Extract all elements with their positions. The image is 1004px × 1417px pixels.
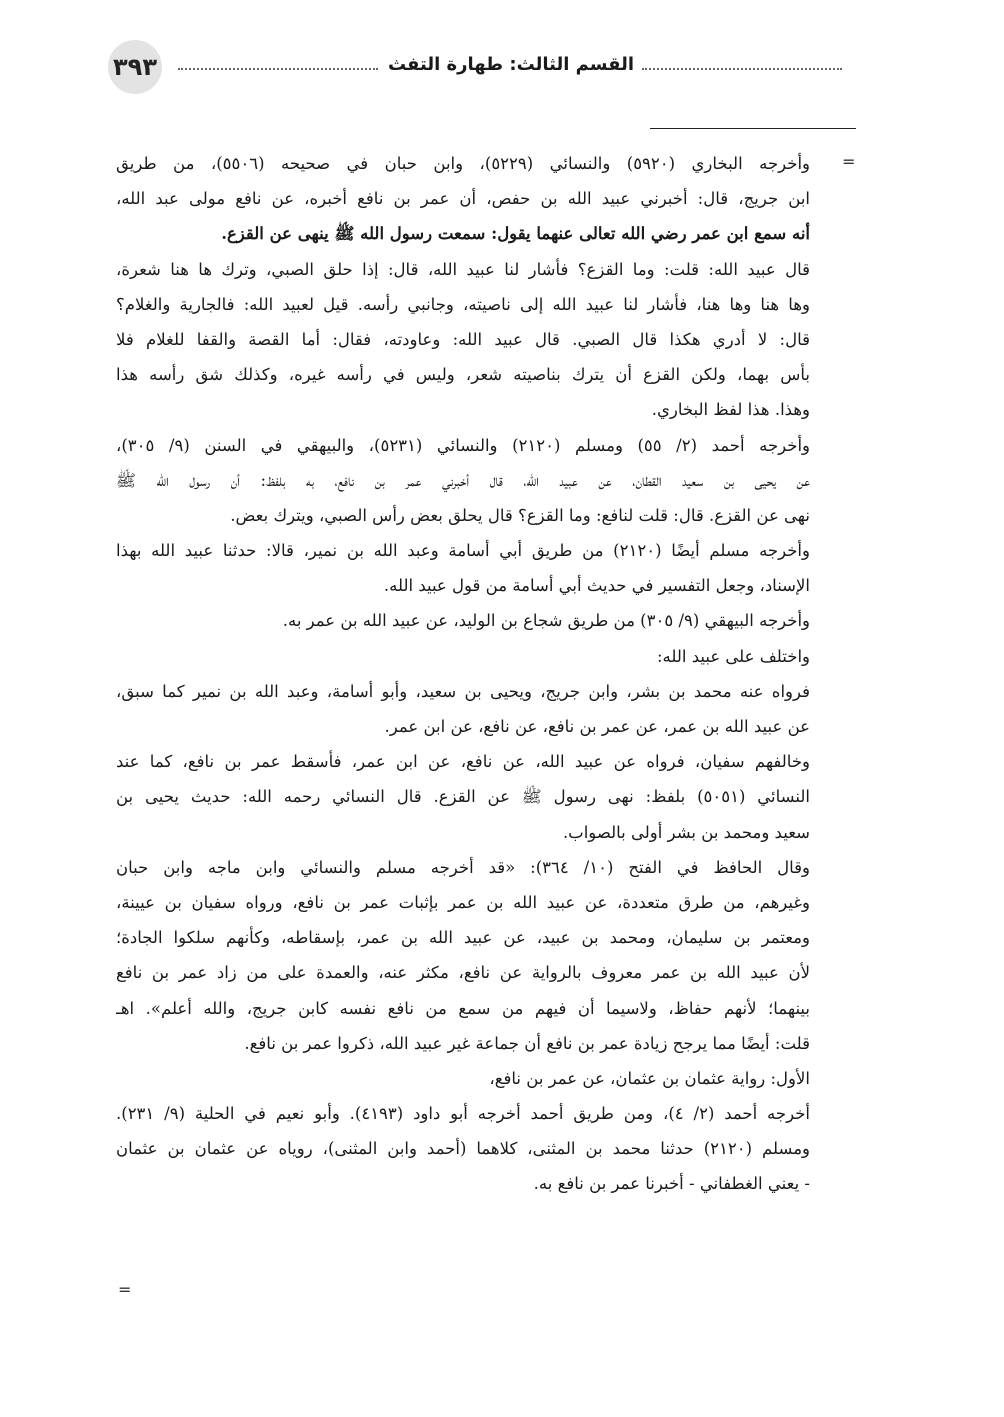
text-line-19: النسائي (٥٠٥١) بلفظ: نهى رسول ﷺ عن القزع. قال النسائي رحمه الله: حديث يحيى بن [116, 787, 810, 807]
text-line-17: عن عبيد الله بن عمر، عن عمر بن نافع، عن نافع، عن ابن عمر. [384, 717, 810, 736]
text-line-21: وقال الحافظ في الفتح (١٠/ ٣٦٤): «قد أخرجه مسلم والنسائي وابن ماجه وابن حبان [116, 857, 810, 877]
text-line-8: وهذا. هذا لفظ البخاري. [651, 400, 810, 420]
text-line-20: سعيد ومحمد بن بشر أولى بالصواب. [562, 822, 810, 842]
footnote-body [116, 146, 810, 1202]
text-line-1: وأخرجه البخاري (٥٩٢٠) والنسائي (٥٢٢٩)، وابن حبان في صحيحه (٥٥٠٦)، من طريق [116, 154, 810, 173]
text-line-29: ومسلم (٢١٢٠) حدثنا محمد بن المثنى، كلاهما (أحمد وابن المثنى)، روياه عن عثمان بن عثمان [116, 1139, 810, 1159]
header-dotted-leader-left [178, 54, 378, 70]
page-number-badge [108, 40, 162, 94]
text-line-13: الإسناد، وجعل التفسير في حديث أبي أسامة من قول عبيد الله. [383, 576, 810, 596]
text-line-9: وأخرجه أحمد (٢/ ٥٥) ومسلم (٢١٢٠) والنسائي (٥٢٣١)، والبيهقي في السنن (٩/ ٣٠٥)، [116, 435, 810, 455]
text-line-24: لأن عبيد الله بن عمر معروف بالرواية عن نافع، مكثر عنه، والعمدة على من زاد عمر بن نافع [116, 963, 810, 983]
text-line-4: قال عبيد الله: قلت: وما القزع؟ فأشار لنا عبيد الله، قال: إذا حلق الصبي، وترك ها هنا شعرة، [116, 259, 810, 279]
text-line-27: الأول: رواية عثمان بن عثمان، عن عمر بن نافع، [489, 1068, 810, 1088]
text-line-23: ومعتمر بن سليمان، ومحمد بن عبيد، عن عبيد الله بن عمر، بإسقاطه، وكأنهم سلكوا الجادة؛ [116, 928, 810, 948]
continuation-mark-bottom: = [118, 1280, 132, 1299]
page-number: ٣٩٣ [113, 53, 157, 81]
text-line-2: ابن جريج، قال: أخبرني عبيد الله بن حفص، أن عمر بن نافع أخبره، عن نافع مولى عبد الله، [116, 189, 810, 209]
text-line-11: نهى عن القزع. قال: قلت لنافع: وما القزع؟ قال يحلق بعض رأس الصبي، ويترك بعض. [230, 505, 810, 525]
text-line-14: وأخرجه البيهقي (٩/ ٣٠٥) من طريق شجاع بن الوليد، عن عبيد الله بن عمر به. [282, 611, 810, 631]
text-line-15: واختلف على عبيد الله: [656, 646, 810, 666]
text-line-16: فرواه عنه محمد بن بشر، وابن جريج، ويحيى بن سعيد، وأبو أسامة، وعبد الله بن نمير كما سبق، [116, 681, 810, 701]
text-line-26: قلت: أيضًا مما يرجح زيادة عمر بن نافع أن جماعة غير عبيد الله، ذكروا عمر بن نافع. [244, 1033, 810, 1053]
text-line-30: - يعني الغطفاني - أخبرنا عمر بن نافع به. [533, 1174, 810, 1194]
continuation-mark-top: = [842, 152, 856, 171]
text-line-5: وها هنا وها هنا، فأشار لنا عبيد الله إلى ناصيته، وجانبي رأسه. قيل لعبيد الله: فالجارية والغلام؟ [116, 294, 810, 314]
text-line-18: وخالفهم سفيان، فرواه عن عبيد الله، عن نافع، عن ابن عمر، فأسقط عمر بن نافع، كما عند [116, 752, 810, 772]
text-line-12: وأخرجه مسلم أيضًا (٢١٢٠) من طريق أبي أسامة وعبد الله بن نمير، قالا: حدثنا عبيد الله بهذا [116, 541, 810, 561]
text-line-22: وغيرهم، من طرق متعددة، عن عبيد الله بن عمر بإثبات عمر بن نافع، ورواه سفيان بن عيينة، [116, 892, 810, 912]
text-line-25: بينهما؛ لأنهم حفاظ، ولاسيما أن فيهم من سمع من نافع نفسه كابن جريج، والله أعلم». اهـ [116, 998, 810, 1018]
text-line-10: عن يحيى بن سعيد القطان، عن عبيد الله، قال أخبرني عمر بن نافع، به بلفظ: أن رسول الله ﷺ [116, 470, 810, 490]
text-line-3-hadith-matn: أنه سمع ابن عمر رضي الله تعالى عنهما يقول: سمعت رسول الله ﷺ ينهى عن القزع. [221, 224, 810, 244]
text-line-28: أخرجه أحمد (٢/ ٤)، ومن طريق أحمد أخرجه أبو داود (٤١٩٣). وأبو نعيم في الحلية (٩/ ٢٣١). [116, 1104, 810, 1124]
footnote-separator-rule [650, 128, 856, 129]
text-line-7: بأس بهما، ولكن القزع أن يترك بناصيته شعر، وليس في رأسه غيره، وكذلك شق رأسه هذا [116, 365, 810, 385]
header-dotted-leader-right [642, 54, 842, 70]
text-line-6: قال: لا أدري هكذا قال الصبي. قال عبيد الله: وعاودته، فقال: أما القصة والقفا للغلام فلا [116, 329, 810, 349]
running-header-title: القسم الثالث: طهارة التفث [387, 54, 635, 75]
